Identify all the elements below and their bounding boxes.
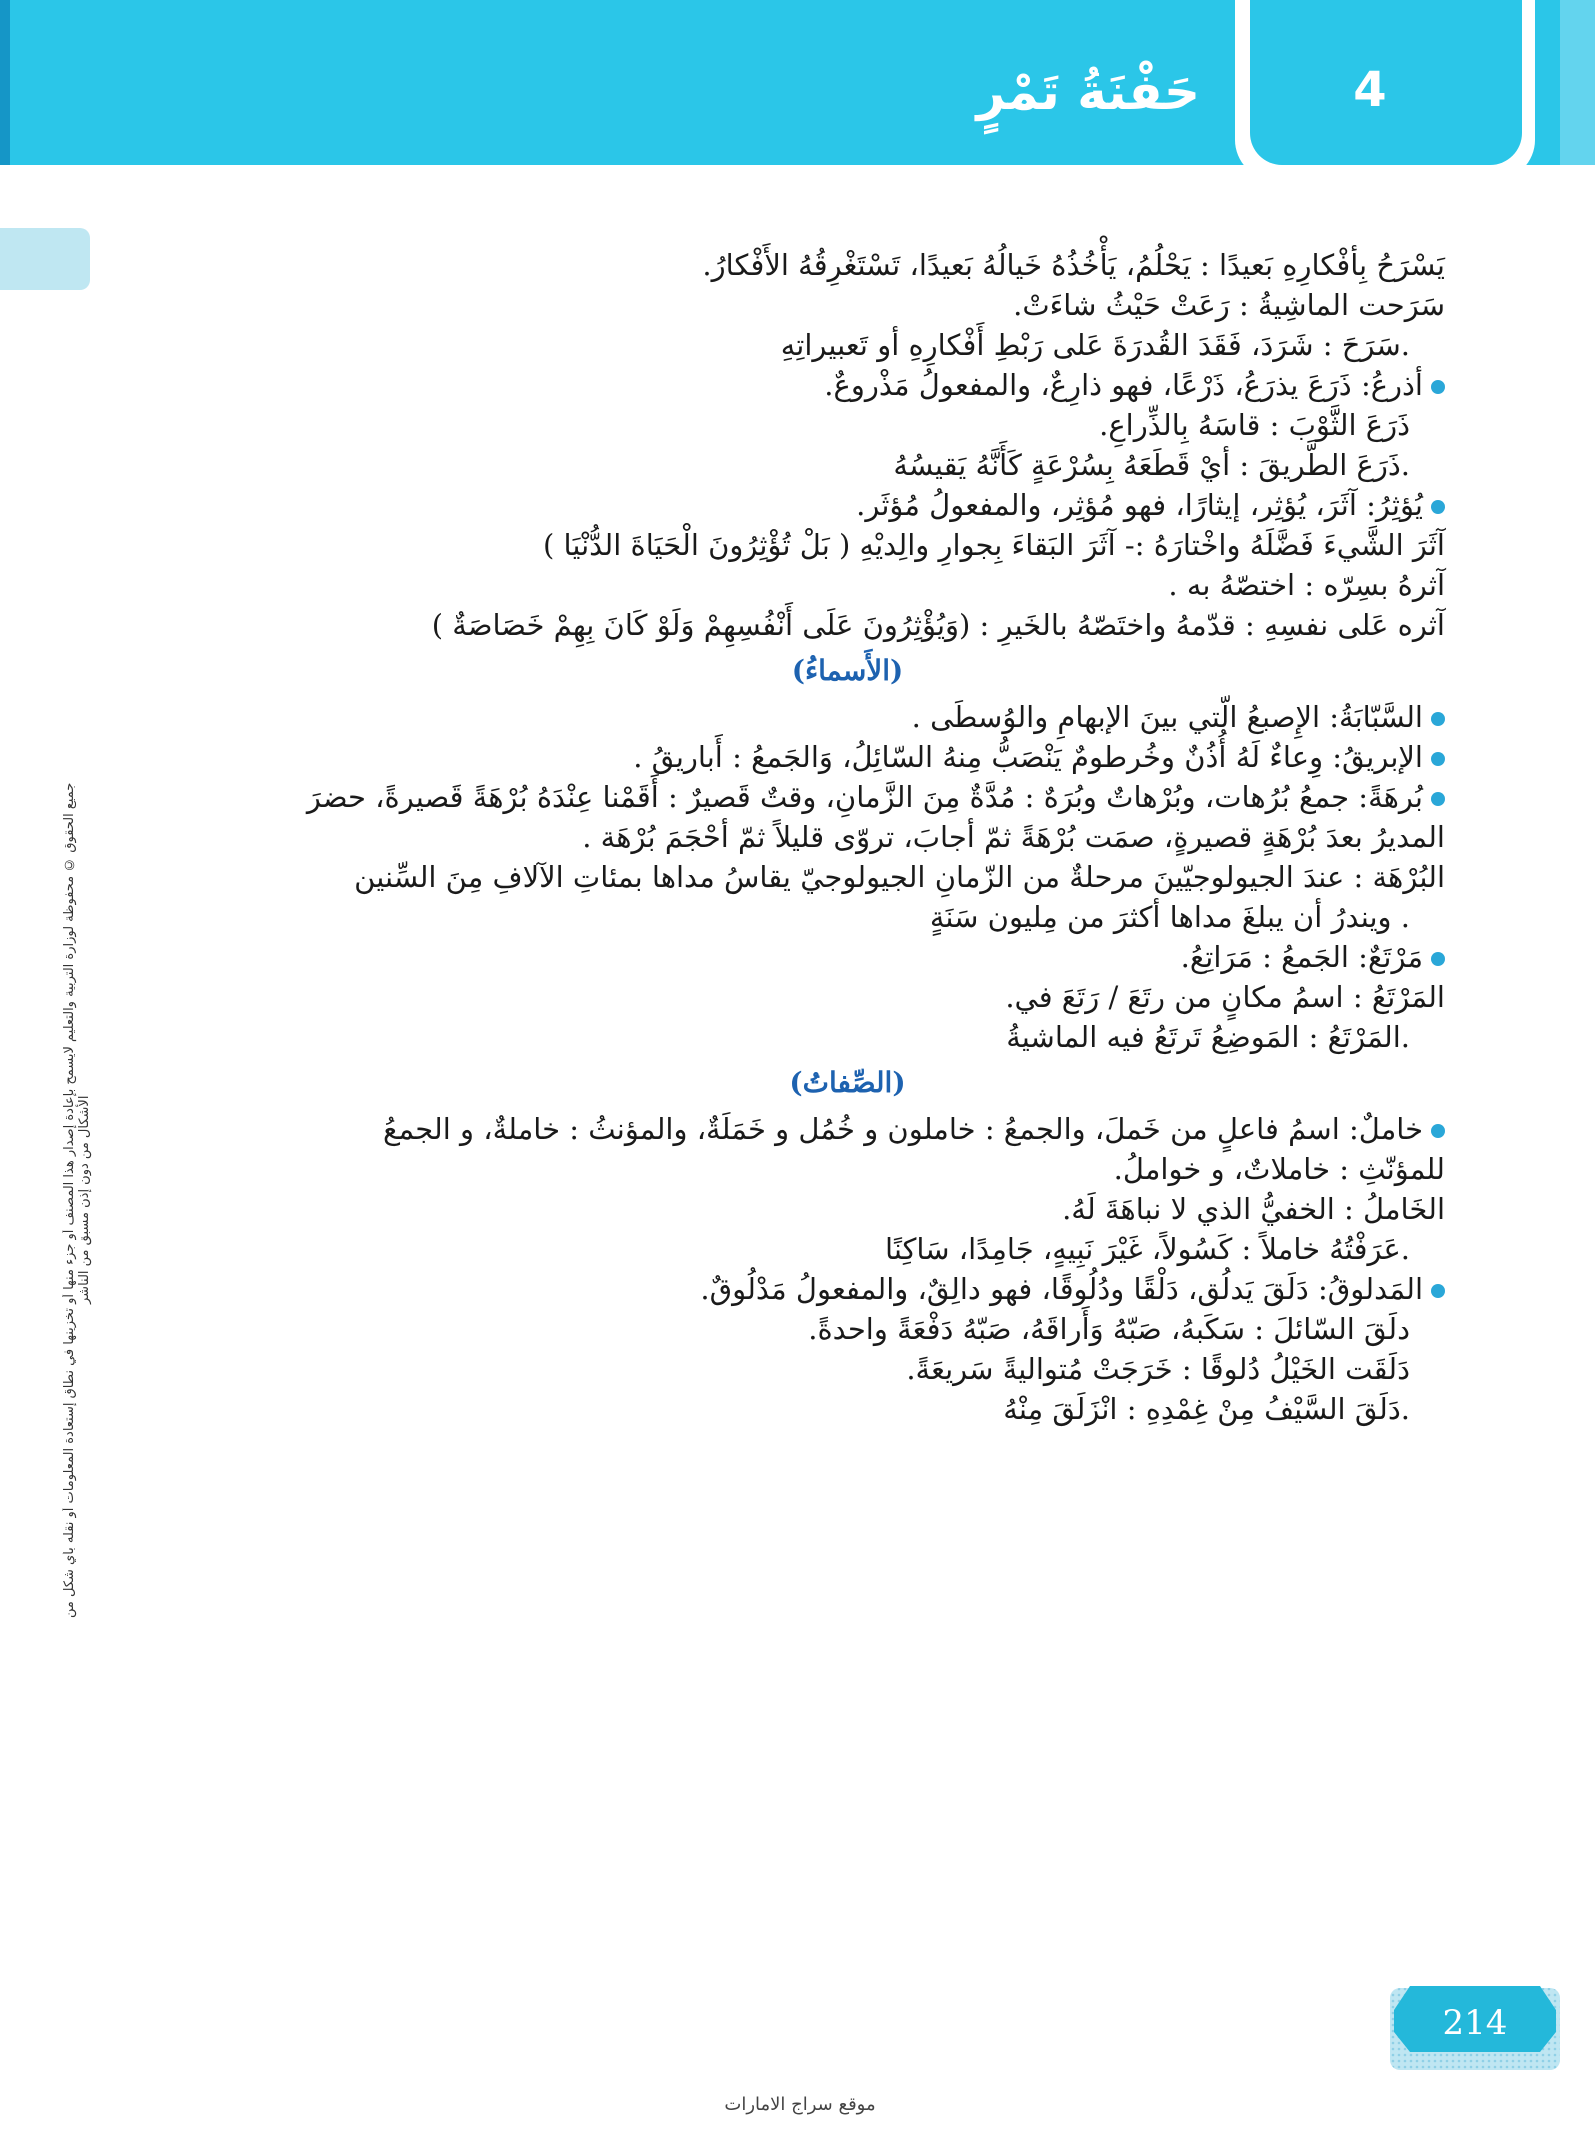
line-text: . ويندرُ أن يبلغَ مداها أكثرَ من مِليون سَنَةٍ [929,900,1410,934]
definition-line [250,405,1445,445]
bullet-icon [1431,500,1445,514]
line-text: البُرْهَة : عندَ الجيولوجيّينَ مرحلةٌ من الزّمانِ الجيولوجيّ يقاسُ مداها بمئاتِ الآلافِ مِنَ السِّنين [354,860,1445,894]
bullet-icon [1431,952,1445,966]
definition-line [250,897,1445,937]
vocabulary-entry [250,365,1445,405]
line-text: ذَرَعَ الثَّوْبَ : قاسَهُ بِالذِّراعِ. [1099,408,1410,442]
line-text: الخَاملُ : الخفيُّ الذي لا نباهَةَ لَهُ. [1062,1192,1445,1226]
line-text: سَرَحت الماشِيةُ : رَعَتْ حَيْثُ شاءَتْ. [1013,288,1445,322]
vocabulary-entry [250,697,1445,737]
bullet-icon [1431,712,1445,726]
footer-site-name: موقع سراج الامارات [724,2094,876,2115]
line-text: دَلَقَت الخَيْلُ دُلوقًا : خَرَجَتْ مُتواليةً سَريعَةً. [906,1352,1410,1386]
bullet-icon [1431,380,1445,394]
definition-line [250,285,1445,325]
header-right-strip [1560,0,1595,165]
chapter-number: 4 [1353,62,1387,118]
definition-line [250,565,1445,605]
vocabulary-entry [250,937,1445,977]
line-text: .المَرْتَعُ : المَوضِعُ تَرتَعُ فيه الماشيةُ [1006,1020,1410,1054]
line-text: يَسْرَحُ بِأفْكارِهِ بَعيدًا : يَحْلُمُ، يَأْخُذُهُ خَيالُهُ بَعيدًا، تَسْتَغْرِقُهُ الأَفْكارُ. [702,248,1445,282]
section-heading: (الأَسماءُ) [791,654,904,687]
vocabulary-content [250,245,1445,1429]
header-left-strip [0,0,10,165]
definition-line [250,1017,1445,1057]
line-text: خاملٌ: اسمُ فاعلٍ من خَملَ، والجمعُ : خاملون و خُمُل و خَمَلَةٌ، والمؤنثُ : خاملةٌ، و الجمعُ [383,1112,1423,1146]
line-text: دلَقَ السّائلَ : سَكَبهُ، صَبّهُ وَأَراقَهُ، صَبّهُ دَفْعَةً واحدةً. [808,1312,1410,1346]
line-text: يُؤثِرُ: آثَرَ، يُؤثِر، إيثارًا، فهو مُؤثِر، والمفعولُ مُؤثَر. [856,488,1423,522]
line-text: المَدلوقُ: دَلَقَ يَدلُق، دَلْقًا ودُلُوقًا، فهو دالِقٌ، والمفعولُ مَدْلُوقٌ. [700,1272,1423,1306]
line-text: .عَرَفْتُهُ خاملاً : كَسُولاً، غَيْرَ نَبِيهٍ، جَامِدًا، سَاكِنًا [884,1232,1410,1266]
section-heading: (الصِّفاتُ) [789,1066,906,1099]
definition-line [250,1229,1445,1269]
vocabulary-entry [250,737,1445,777]
definition-line [250,1149,1445,1189]
line-text: .دَلَقَ السَّيْفُ مِنْ غِمْدِهِ : انْزَلَقَ مِنْهُ [1003,1392,1410,1426]
vocabulary-entry [250,1269,1445,1309]
bullet-icon [1431,752,1445,766]
line-text: بُرهَةً: جمعُ بُرُهات، وبُرْهاتٌ وبُرَهٌ : مُدَّةٌ مِنَ الزَّمانِ، وقتٌ قَصيرٌ : أَقَمْنا عِنْدَهُ بُرْهَةً قَصيرةً، حضرَ [306,780,1423,814]
line-text: .سَرَحَ : شَرَدَ، فَقَدَ القُدرَةَ عَلى رَبْطِ أَفْكارِهِ أو تَعبيراتِهِ [780,328,1410,362]
definition-line [250,525,1445,565]
bullet-icon [1431,1284,1445,1298]
vocabulary-entry [250,777,1445,817]
copyright-notice: جميع الحقوق © محفوظة لوزارة التربية والتعليم لايسمح بإعادة إصدار هذا المصنف أو جزء منها أو تخزينها في نطاق إستعادة المعلومات أو نقله بأي شكل من الأشكال من دون إذن مسبق من الناشر [62,782,92,1618]
definition-line [250,325,1445,365]
page-number: 214 [1442,2003,1508,2043]
definition-line [250,605,1445,645]
definition-line [250,1189,1445,1229]
vocabulary-entry [250,1109,1445,1149]
bullet-icon [1431,1124,1445,1138]
line-text: مَرْتَعٌ: الجَمعُ : مَرَاتِعُ. [1180,940,1423,974]
line-text: أذرعُ: ذَرَعَ يذرَعُ، ذَرْعًا، فهو ذارِعٌ، والمفعولُ مَذْروعٌ. [824,368,1423,402]
definition-line [250,857,1445,897]
bullet-icon [1431,792,1445,806]
definition-line [250,1309,1445,1349]
definition-line [250,1349,1445,1389]
line-text: للمؤنّثِ : خاملاتٌ، و خواملُ. [1113,1152,1445,1186]
line-text: المديرُ بعدَ بُرْهَةٍ قصيرةٍ، صمَت بُرْهَةً ثمّ أجابَ، تروّى قليلاً ثمّ أحْجَمَ بُرْهَة . [582,820,1445,854]
line-text: الإبريقُ: وِعاءٌ لَهُ أُذُنٌ وخُرطومٌ يَنْصَبُّ مِنهُ السّائِلُ، وَالجَمعُ : أَباريقُ . [633,740,1423,774]
side-tab [0,228,90,290]
definition-line [250,977,1445,1017]
line-text: آثره عَلى نفسِهِ : قدّمهُ واختَصّهُ بالخَيرِ : (وَيُؤْثِرُونَ عَلَى أَنْفُسِهِمْ وَلَوْ كَانَ بِهِمْ خَصَاصَةٌ ) [431,608,1445,642]
line-text: آثَرَ الشَّيءَ فَضَّلَهُ واخْتارَهُ :- آثَرَ البَقاءَ بِجوارِ والِديْهِ ( بَلْ تُؤْثِرُونَ الْحَيَاةَ الدُّنْيَا ) [542,528,1445,562]
line-text: آثرهُ بسِرّه : اختصّهُ به . [1168,568,1445,602]
definition-line [250,817,1445,857]
line-text: السَّبّابَةُ: الإِصبعُ الّتي بينَ الإبهامِ والوُسطَى . [911,700,1423,734]
line-text: المَرْتَعُ : اسمُ مكانٍ من رتَعَ / رَتَعَ في. [1005,980,1445,1014]
lesson-title: حَفْنَةُ تَمْرٍ [976,63,1200,121]
vocabulary-entry [250,485,1445,525]
definition-line [250,245,1445,285]
line-text: .ذَرَعَ الطَّريقَ : أيْ قَطَعَهُ بِسُرْعَةٍ كَأَنَّهُ يَقيسُهُ [893,448,1410,482]
definition-line [250,1389,1445,1429]
definition-line [250,445,1445,485]
